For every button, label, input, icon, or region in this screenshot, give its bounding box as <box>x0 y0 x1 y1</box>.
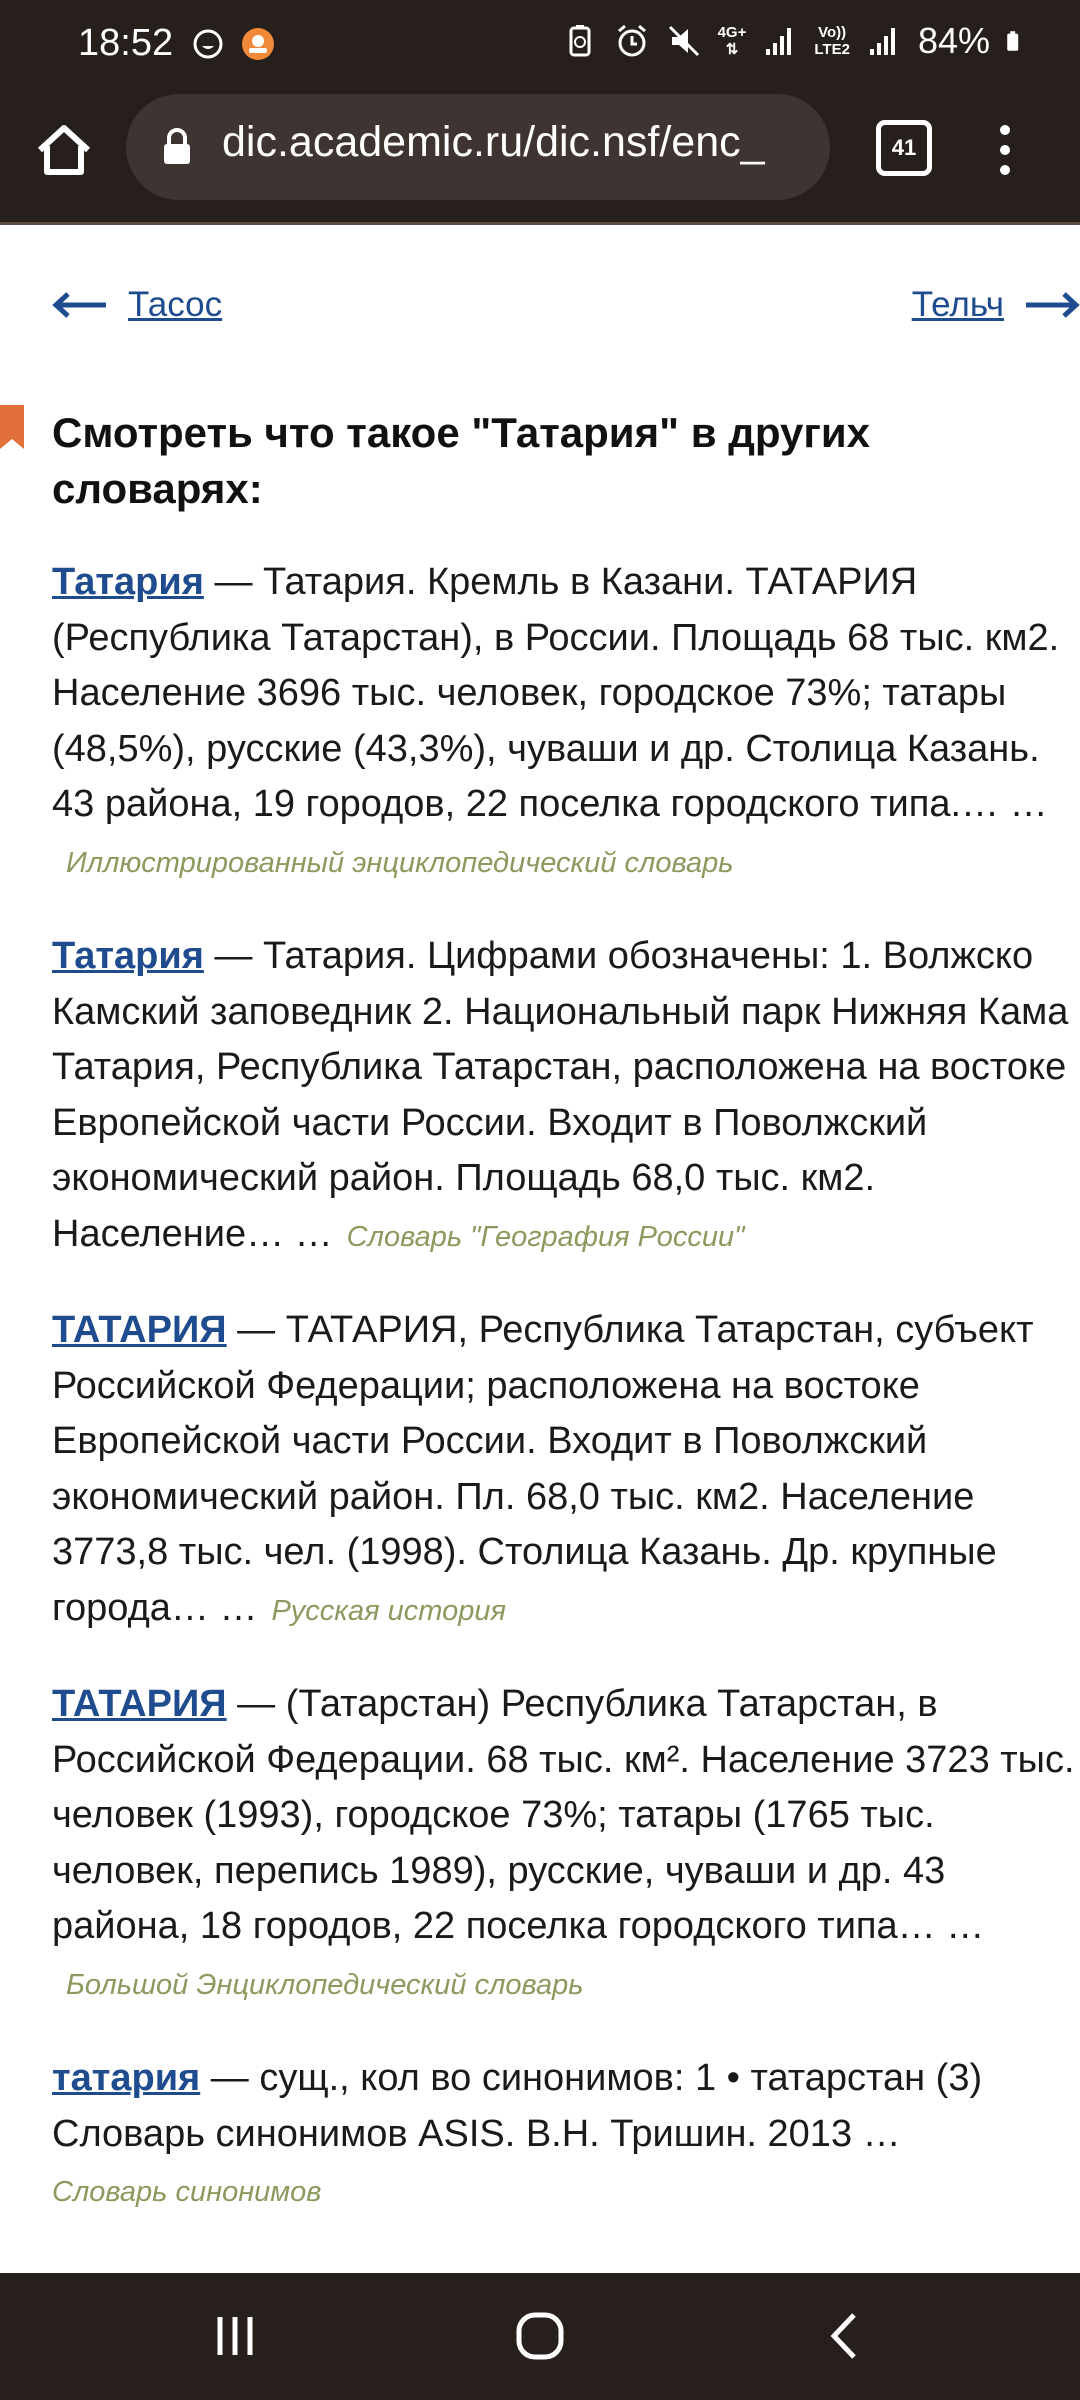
arrow-left-icon[interactable] <box>52 291 108 319</box>
entry-text: — Татария. Цифрами обозначены: 1. Волжско Камский заповедник 2. Национальный парк Нижняя Кама Татария, Республика Татарстан, расположена на востоке Европейской части России. Входит в Поволжский экономический район. Площадь 68,0 тыс. км2. Население… … <box>52 935 1069 1255</box>
entry-source-link[interactable]: Большой Энциклопедический словарь <box>66 1968 584 2001</box>
dictionary-entries <box>52 555 1080 2259</box>
dictionary-entry <box>52 1303 1080 1639</box>
entry-source-link[interactable]: Словарь "География России" <box>346 1220 745 1253</box>
lock-icon <box>162 128 192 166</box>
mute-icon <box>666 23 702 59</box>
entry-term-link[interactable]: татария <box>52 2057 201 2099</box>
entry-text: — (Татарстан) Республика Татарстан, в Российской Федерации. 68 тыс. км². Население 3723 тыс. человек (1993), городское 73%; татары (1765 тыс. человек, перепись 1989), русские, чуваши и др. 43 района, 18 городов, 22 поселка городского типа… … <box>52 1683 1075 1947</box>
page-content <box>0 225 1080 2273</box>
battery-saver-icon <box>562 23 598 59</box>
bookmark-icon <box>0 405 24 449</box>
entry-source-link[interactable]: Словарь синонимов <box>52 2176 322 2208</box>
tab-switcher-button[interactable]: 41 <box>876 120 932 176</box>
entry-text: — ТАТАРИЯ, Республика Татарстан, субъект Российской Федерации; расположена на востоке Европейской части России. Входит в Поволжский экономический район. Пл. 68,0 тыс. км2. Население 3773,8 тыс. чел. (1998). Столица Казань. Др. крупные города… … <box>52 1309 1034 1629</box>
arrow-right-icon[interactable] <box>1024 291 1080 319</box>
home-icon[interactable] <box>34 120 94 180</box>
section-title: Смотреть что такое "Татария" в других словарях: <box>52 409 870 512</box>
entry-text: — Татария. Кремль в Казани. ТАТАРИЯ (Республика Татарстан), в России. Площадь 68 тыс. км2. Население 3696 тыс. человек, городское 73%; татары (48,5%), русские (43,3%), чуваши и др. Столица Казань. 43 района, 19 городов, 22 поселка городского типа.… … <box>52 561 1060 825</box>
address-bar[interactable] <box>126 94 830 200</box>
dictionary-entry <box>52 2051 1080 2221</box>
home-nav-icon[interactable] <box>515 2311 565 2361</box>
entry-term-link[interactable]: Татария <box>52 561 204 603</box>
entry-term-link[interactable]: ТАТАРИЯ <box>52 1683 227 1725</box>
entry-term-link[interactable]: Татария <box>52 935 204 977</box>
status-time: 18:52 <box>78 22 174 64</box>
entry-term-link[interactable]: ТАТАРИЯ <box>52 1309 227 1351</box>
whatsapp-icon <box>190 26 226 62</box>
more-menu-icon[interactable] <box>990 120 1020 180</box>
url-text[interactable]: dic.academic.ru/dic.nsf/enc_ <box>222 118 765 166</box>
volte-label: Vo)) LTE2 <box>814 24 850 58</box>
article-navigation <box>0 265 1080 345</box>
dictionary-entry <box>52 555 1080 891</box>
signal-icon <box>762 23 798 59</box>
app-notification-icon <box>240 26 276 62</box>
network-label: 4G+ ⇅ <box>717 24 747 58</box>
back-icon[interactable] <box>820 2311 870 2361</box>
battery-icon <box>1006 23 1028 59</box>
next-article-link[interactable]: Тельч <box>911 285 1004 324</box>
alarm-icon <box>614 23 650 59</box>
entry-text: — сущ., кол во синонимов: 1 • татарстан (3) Словарь синонимов ASIS. В.Н. Тришин. 2013 … <box>52 2057 983 2155</box>
status-bar <box>0 0 1080 92</box>
signal-icon <box>866 23 902 59</box>
recent-apps-icon[interactable] <box>210 2311 260 2361</box>
battery-percent: 84% <box>917 20 990 61</box>
entry-source-link[interactable]: Русская история <box>271 1594 507 1627</box>
dictionary-entry <box>52 929 1080 1265</box>
system-navigation-bar <box>0 2273 1080 2400</box>
browser-toolbar <box>0 92 1080 225</box>
prev-article-link[interactable]: Тасос <box>128 285 223 324</box>
dictionary-entry <box>52 1677 1080 2013</box>
entry-source-link[interactable]: Иллюстрированный энциклопедический словарь <box>66 846 734 879</box>
